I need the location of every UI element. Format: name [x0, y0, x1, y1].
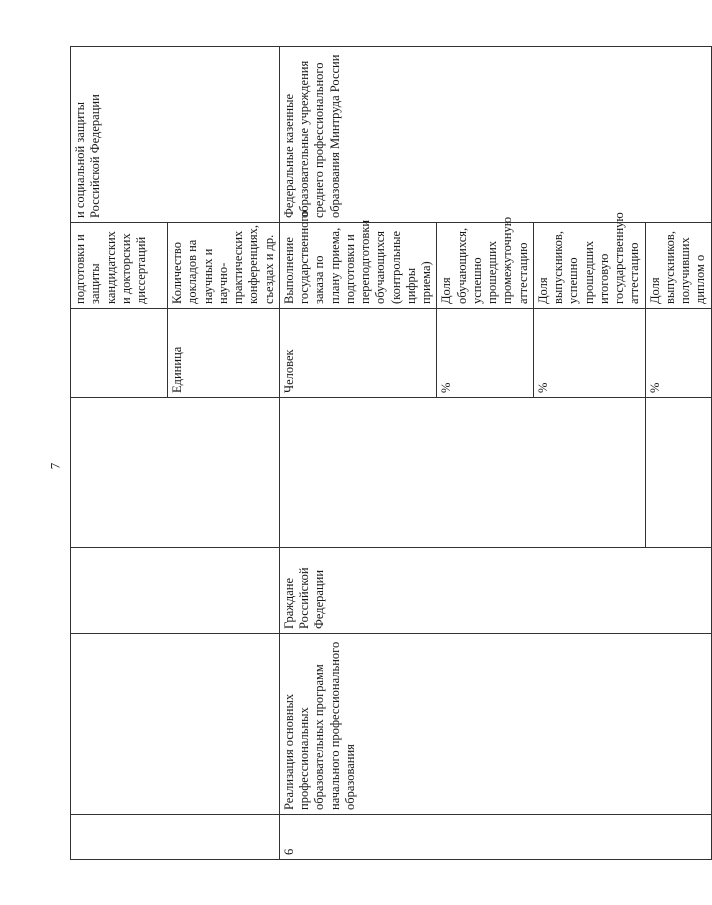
- cell-indicator-diploma: Доля выпускников, получивших диплом о: [645, 223, 711, 309]
- cell-unit-reports: Единица: [168, 309, 280, 398]
- cell-indicator-top: подготовки и защиты кандидатских и докторских диссертаций: [71, 223, 168, 309]
- cell-number-empty: [71, 815, 280, 860]
- cell-spacer-diploma: [645, 398, 711, 548]
- cell-indicator-interim: Доля обучающихся, успешно прошедших промежуточную аттестацию: [437, 223, 534, 309]
- cell-indicator-reports: Количество докладов на научных и научно-практических конференциях, съездах и др.: [168, 223, 280, 309]
- cell-service-empty: [71, 634, 280, 815]
- cell-spacer-6: [279, 398, 645, 548]
- table-row-6: [279, 47, 437, 860]
- cell-number-6: 6: [279, 815, 711, 860]
- cell-unit-final-cert: %: [533, 309, 645, 398]
- cell-unit-interim: %: [437, 309, 534, 398]
- page-number: 7: [47, 462, 63, 470]
- table-row-top: [71, 47, 168, 860]
- cell-indicator-final-cert: Доля выпускников, успешно прошедших итоговую государственную аттестацию: [533, 223, 645, 309]
- cell-unit-diploma: %: [645, 309, 711, 398]
- cell-unit-empty: [71, 309, 168, 398]
- cell-spacer-empty: [71, 398, 280, 548]
- cell-service-6: Реализация основных профессиональных образовательных программ начального профессионального образования: [279, 634, 711, 815]
- cell-consumers-empty: [71, 548, 280, 634]
- cell-unit-6: Человек: [279, 309, 437, 398]
- rotated-table-container: [70, 47, 708, 860]
- services-table: [70, 46, 712, 860]
- cell-provider-top: и социальной защиты Российской Федерации: [71, 47, 280, 223]
- cell-indicator-6: Выполнение государственного заказа по плану приема, подготовки и переподготовки обучающихся (контрольные цифры приема): [279, 223, 437, 309]
- cell-consumers-6: Граждане Российской Федерации: [279, 548, 711, 634]
- cell-provider-6: Федеральные казенные образовательные учреждения среднего профессионального образования Минтруда России: [279, 47, 711, 223]
